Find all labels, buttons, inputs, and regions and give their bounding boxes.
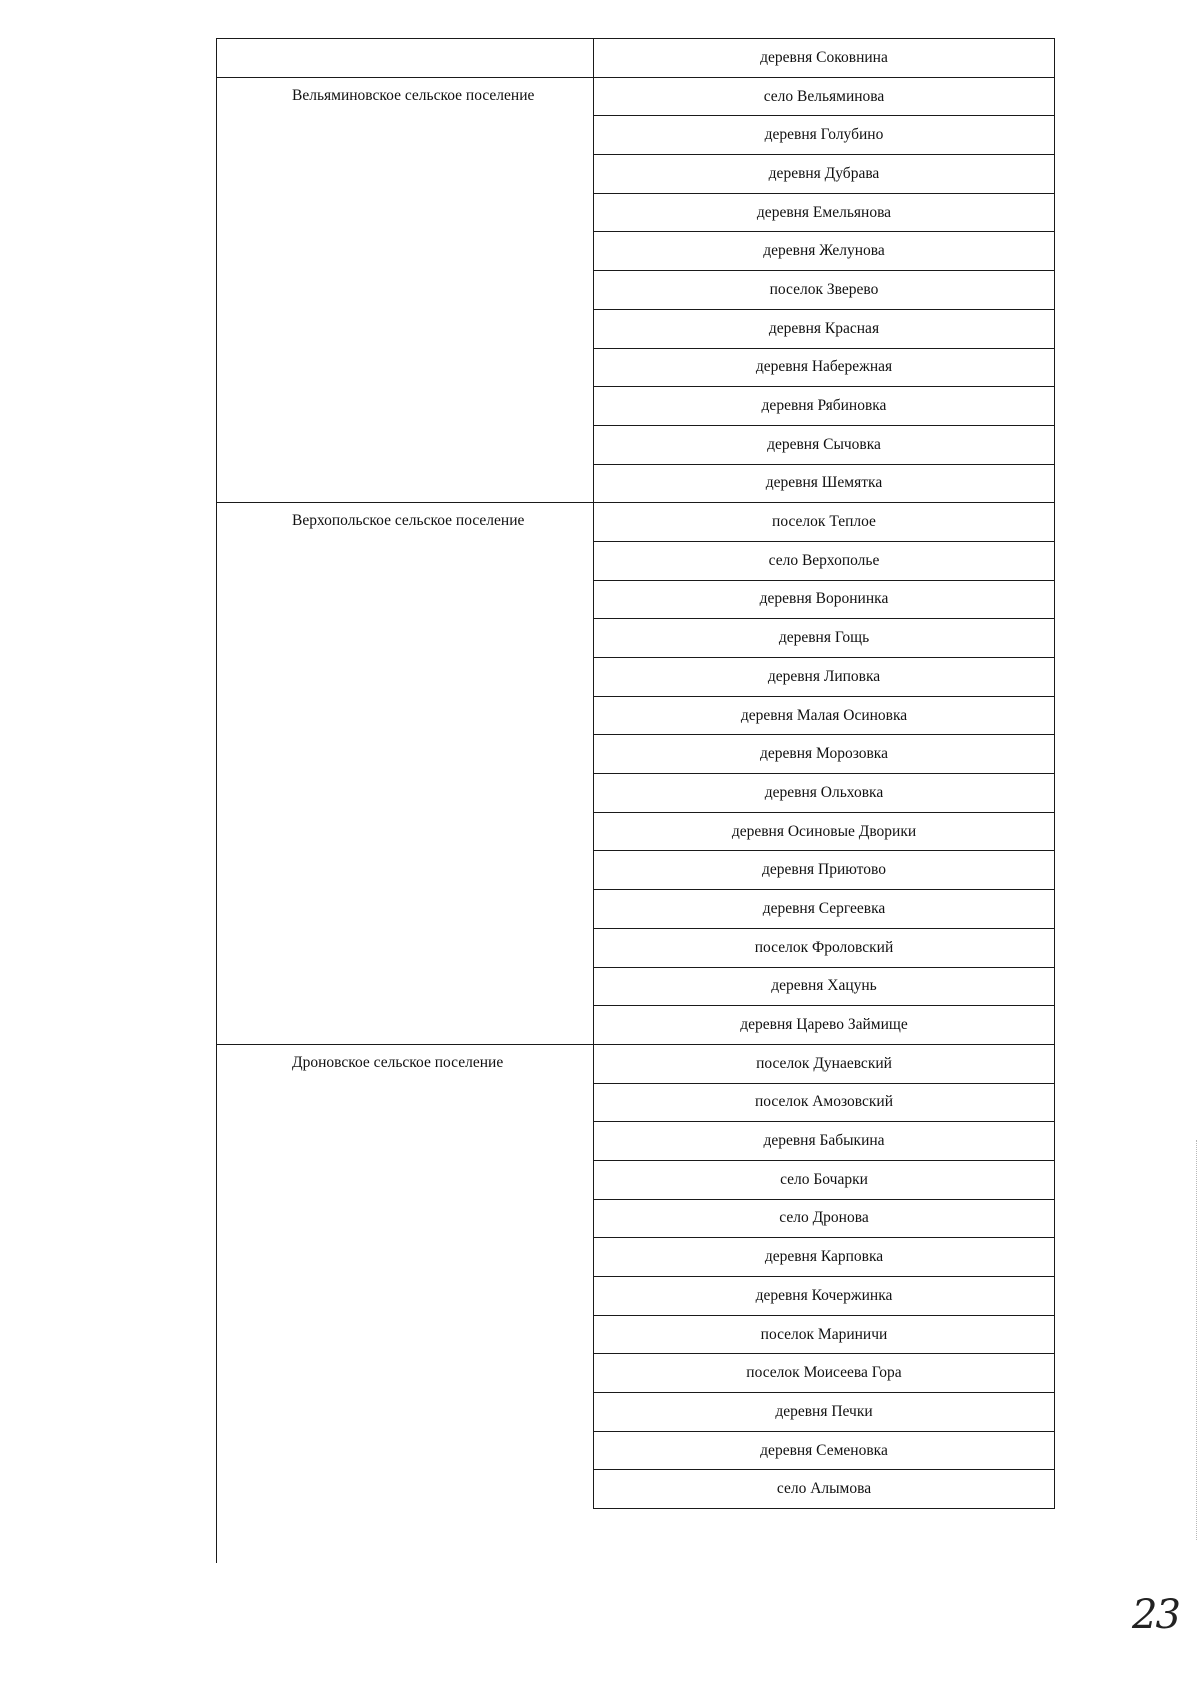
settlements-column: [593, 38, 1055, 1509]
settlement-row: деревня Карповка: [594, 1238, 1054, 1277]
settlement-row: деревня Бабыкина: [594, 1122, 1054, 1161]
settlement-row: село Верхополье: [594, 542, 1054, 581]
settlement-row: поселок Теплое: [594, 503, 1054, 542]
settlement-row: село Бочарки: [594, 1161, 1054, 1200]
settlement-row: деревня Морозовка: [594, 735, 1054, 774]
settlement-row: деревня Ольховка: [594, 774, 1054, 813]
settlement-row: деревня Липовка: [594, 658, 1054, 697]
settlement-row: деревня Желунова: [594, 232, 1054, 271]
settlement-row: деревня Голубино: [594, 116, 1054, 155]
settlement-row: село Вельяминова: [594, 78, 1054, 117]
settlement-row: деревня Семеновка: [594, 1432, 1054, 1471]
settlement-row: поселок Дунаевский: [594, 1045, 1054, 1084]
page-number: 23: [1132, 1592, 1179, 1638]
settlement-row: поселок Зверево: [594, 271, 1054, 310]
settlement-row: деревня Красная: [594, 310, 1054, 349]
group-label: Верхопольское сельское поселение: [292, 512, 525, 530]
settlement-row: деревня Малая Осиновка: [594, 697, 1054, 736]
group-label: Вельяминовское сельское поселение: [292, 86, 535, 104]
settlement-row: село Алымова: [594, 1470, 1054, 1509]
settlement-row: деревня Набережная: [594, 349, 1054, 388]
settlement-row: деревня Гощь: [594, 619, 1054, 658]
settlement-row: деревня Дубрава: [594, 155, 1054, 194]
settlement-row: деревня Приютово: [594, 851, 1054, 890]
settlement-row: деревня Царево Займище: [594, 1006, 1054, 1045]
table-top-border: [216, 38, 593, 39]
group-separator: [216, 1044, 593, 1045]
group-separator: [216, 502, 593, 503]
group-separator: [216, 77, 593, 78]
settlement-row: деревня Кочержинка: [594, 1277, 1054, 1316]
settlement-row: поселок Моисеева Гора: [594, 1354, 1054, 1393]
settlement-row: деревня Шемятка: [594, 465, 1054, 504]
settlement-row: деревня Хацунь: [594, 968, 1054, 1007]
settlement-row: поселок Мариничи: [594, 1316, 1054, 1355]
settlement-row: деревня Рябиновка: [594, 387, 1054, 426]
settlement-row: деревня Сычовка: [594, 426, 1054, 465]
settlement-row: деревня Емельянова: [594, 194, 1054, 233]
settlement-row: деревня Воронинка: [594, 581, 1054, 620]
settlement-row: поселок Фроловский: [594, 929, 1054, 968]
group-label: Дроновское сельское поселение: [292, 1054, 504, 1072]
settlement-row: поселок Амозовский: [594, 1084, 1054, 1123]
settlement-row: деревня Печки: [594, 1393, 1054, 1432]
scan-edge-marks: [1196, 1140, 1199, 1540]
settlement-row: деревня Осиновые Дворики: [594, 813, 1054, 852]
settlement-row: деревня Соковнина: [594, 39, 1054, 78]
settlement-row: село Дронова: [594, 1200, 1054, 1239]
settlement-group-column: [216, 38, 594, 1563]
settlement-row: деревня Сергеевка: [594, 890, 1054, 929]
